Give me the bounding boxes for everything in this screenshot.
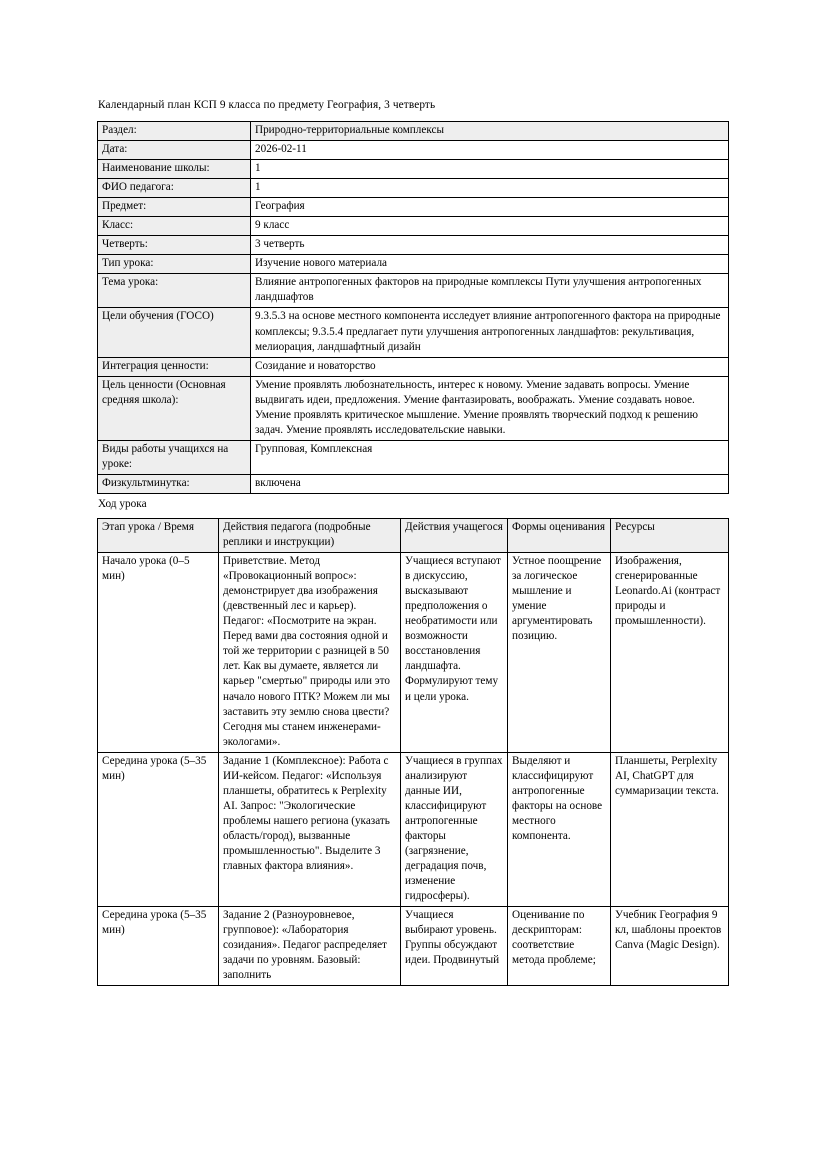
info-label-cell: Предмет: [98, 198, 251, 217]
table-row [98, 907, 729, 986]
info-label-cell: Дата: [98, 141, 251, 160]
cell-assessment: Оценивание по дескрипторам: соответствие метода проблеме; [508, 907, 611, 986]
column-header-assessment: Формы оценивания [508, 518, 611, 552]
page-title: Календарный план КСП 9 класса по предмету География, 3 четверть [98, 99, 436, 111]
table-row [98, 179, 729, 198]
cell-assessment: Устное поощрение за логическое мышление и умение аргументировать позицию. [508, 553, 611, 753]
info-value-cell: Природно-территориальные комплексы [251, 122, 729, 141]
table-row [98, 376, 729, 440]
table-row [98, 217, 729, 236]
info-label-cell: Цели обучения (ГОСО) [98, 308, 251, 357]
info-value-cell: 1 [251, 160, 729, 179]
table-row [98, 141, 729, 160]
cell-teacher-actions: Задание 1 (Комплексное): Работа с ИИ-кейсом. Педагог: «Используя планшеты, обратитесь к Perplexity AI. Запрос: "Экологические проблемы нашего региона (указать область/город), вызванные промышленностью". Выделите 3 главных фактора влияния». [219, 752, 401, 906]
info-label-cell: ФИО педагога: [98, 179, 251, 198]
cell-student-actions: Учащиеся в группах анализируют данные ИИ, классифицируют антропогенные факторы (загрязнение, деградация почв, изменение гидросферы). [401, 752, 508, 906]
info-value-cell: 2026-02-11 [251, 141, 729, 160]
table-row [98, 160, 729, 179]
info-value-cell: Созидание и новаторство [251, 357, 729, 376]
info-value-cell: 9.3.5.3 на основе местного компонента исследует влияние антропогенного фактора на природные комплексы; 9.3.5.4 предлагает пути улучшения антропогенных ландшафтов: рекультивация, мелиорация, ландшафтный дизайн [251, 308, 729, 357]
document-content [97, 98, 728, 986]
info-label-cell: Физкультминутка: [98, 474, 251, 493]
info-label-cell: Виды работы учащихся на уроке: [98, 440, 251, 474]
info-value-cell: Изучение нового материала [251, 255, 729, 274]
info-value-cell: Влияние антропогенных факторов на природные комплексы Пути улучшения антропогенных ландшафтов [251, 274, 729, 308]
table-row [98, 357, 729, 376]
info-value-cell: 9 класс [251, 217, 729, 236]
info-value-cell: Умение проявлять любознательность, интерес к новому. Умение задавать вопросы. Умение выдвигать идеи, предложения. Умение фантазировать, воображать. Умение создавать новое. Умение проявлять критическое мышление. Умение проявлять творческий подход к решению задач. Умение проявлять исследовательские навыки. [251, 376, 729, 440]
cell-resources: Изображения, сгенерированные Leonardo.Ai (контраст природы и промышленности). [611, 553, 729, 753]
table-row [98, 752, 729, 906]
table-header-row [98, 518, 729, 552]
info-label-cell: Четверть: [98, 236, 251, 255]
cell-resources: Планшеты, Perplexity AI, ChatGPT для суммаризации текста. [611, 752, 729, 906]
info-label-cell: Раздел: [98, 122, 251, 141]
cell-student-actions: Учащиеся выбирают уровень. Группы обсуждают идеи. Продвинутый [401, 907, 508, 986]
cell-resources: Учебник География 9 кл, шаблоны проектов Canva (Magic Design). [611, 907, 729, 986]
column-header-resources: Ресурсы [611, 518, 729, 552]
lesson-info-table [97, 121, 729, 494]
table-row [98, 122, 729, 141]
cell-teacher-actions: Задание 2 (Разноуровневое, групповое): «Лаборатория созидания». Педагог распределяет задачи по уровням. Базовый: заполнить [219, 907, 401, 986]
column-header-student-actions: Действия учащегося [401, 518, 508, 552]
table-row [98, 474, 729, 493]
table-row [98, 198, 729, 217]
cell-assessment: Выделяют и классифицируют антропогенные факторы на основе местного компонента. [508, 752, 611, 906]
cell-teacher-actions: Приветствие. Метод «Провокационный вопрос»: демонстрирует два изображения (девственный лес и карьер). Педагог: «Посмотрите на экран. Перед вами два состояния одной и той же территории с разницей в 50 лет. Как вы думаете, является ли карьер "смертью" природы или это начало нового ПТК? Можем ли мы заставить эту землю снова цвести? Сегодня мы станем инженерами-экологами». [219, 553, 401, 753]
lesson-flow-table [97, 518, 729, 986]
lesson-info-table-body [98, 122, 729, 494]
table-row [98, 255, 729, 274]
lesson-flow-label: Ход урока [98, 497, 147, 510]
lesson-flow-table-body [98, 553, 729, 986]
info-value-cell: 1 [251, 179, 729, 198]
cell-stage: Середина урока (5–35 мин) [98, 907, 219, 986]
lesson-flow-table-head [98, 518, 729, 552]
info-label-cell: Тип урока: [98, 255, 251, 274]
table-row [98, 440, 729, 474]
info-value-cell: 3 четверть [251, 236, 729, 255]
table-row [98, 553, 729, 753]
info-value-cell: включена [251, 474, 729, 493]
info-label-cell: Класс: [98, 217, 251, 236]
info-label-cell: Наименование школы: [98, 160, 251, 179]
info-label-cell: Интеграция ценности: [98, 357, 251, 376]
column-header-teacher-actions: Действия педагога (подробные реплики и инструкции) [219, 518, 401, 552]
info-label-cell: Цель ценности (Основная средняя школа): [98, 376, 251, 440]
table-row [98, 274, 729, 308]
cell-stage: Середина урока (5–35 мин) [98, 752, 219, 906]
info-value-cell: Групповая, Комплексная [251, 440, 729, 474]
cell-stage: Начало урока (0–5 мин) [98, 553, 219, 753]
table-row [98, 236, 729, 255]
table-row [98, 308, 729, 357]
info-value-cell: География [251, 198, 729, 217]
column-header-stage: Этап урока / Время [98, 518, 219, 552]
info-label-cell: Тема урока: [98, 274, 251, 308]
cell-student-actions: Учащиеся вступают в дискуссию, высказывают предположения о необратимости или возможности восстановления ландшафта. Формулируют тему и цели урока. [401, 553, 508, 753]
